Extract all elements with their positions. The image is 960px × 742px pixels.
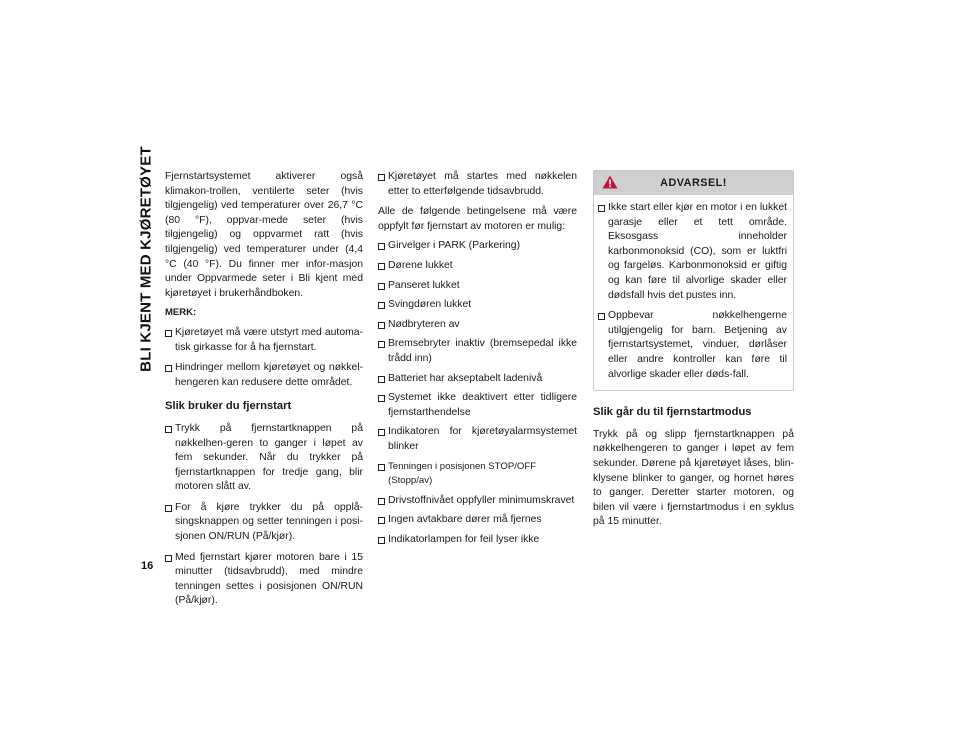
checkbox-bullet-icon xyxy=(378,283,385,290)
warning-triangle-icon xyxy=(602,175,618,189)
column-left xyxy=(165,170,363,615)
checkbox-bullet-icon xyxy=(378,376,385,383)
condition-item: Panseret lukket xyxy=(378,279,577,294)
checkbox-bullet-icon xyxy=(165,555,172,562)
warning-item: Oppbevar nøkkelhengerne utilgjengelig for barn. Betjening av fjernstartsystemet, vinduer, dørlåser eller andre kontroller kan føre til alvorlige skader eller døds-fall. xyxy=(598,309,787,382)
list-item: Kjøretøyet må startes med nøkkelen etter to etterfølgende tidsavbrudd. xyxy=(378,170,577,199)
condition-item: Bremsebryter inaktiv (bremsepedal ikke trådd inn) xyxy=(378,337,577,366)
checkbox-bullet-icon xyxy=(378,341,385,348)
note-label: MERK: xyxy=(165,307,197,319)
note-item: Hindringer mellom kjøretøyet og nøkkel-hengeren kan redusere dette området. xyxy=(165,361,363,390)
condition-item: Batteriet har akseptabelt ladenivå xyxy=(378,372,577,387)
condition-item: Indikatorlampen for feil lyser ikke xyxy=(378,533,577,548)
condition-item: Tenningen i posisjonen STOP/OFF (Stopp/av) xyxy=(378,460,577,489)
checkbox-bullet-icon xyxy=(378,429,385,436)
page-number: 16 xyxy=(141,560,154,572)
checkbox-bullet-icon xyxy=(165,426,172,433)
condition-item: Drivstoffnivået oppfyller minimumskravet xyxy=(378,494,577,509)
checkbox-bullet-icon xyxy=(378,322,385,329)
checkbox-bullet-icon xyxy=(378,174,385,181)
checkbox-bullet-icon xyxy=(378,243,385,250)
warning-item: Ikke start eller kjør en motor i en lukket garasje eller et tett område. Eksosgass inneholder karbonmonoksid (CO), som er luktfri og fargeløs. Karbonmonoksid er giftig og kan føre til alvorlige skader eller dødsfall hvis det pustes inn. xyxy=(598,201,787,303)
checkbox-bullet-icon xyxy=(378,464,385,471)
column-right xyxy=(593,170,794,535)
section-title-text: BLI KJENT MED KJØRETØYET xyxy=(137,146,155,372)
condition-item: Ingen avtakbare dører må fjernes xyxy=(378,513,577,528)
warning-title: ADVARSEL! xyxy=(660,177,727,189)
warning-body xyxy=(594,195,793,390)
warning-box xyxy=(593,170,794,391)
warning-header xyxy=(594,171,793,195)
checkbox-bullet-icon xyxy=(378,517,385,524)
checkbox-bullet-icon xyxy=(378,302,385,309)
section-heading-remote-start-mode: Slik går du til fjernstartmodus xyxy=(593,406,752,419)
condition-item: Svingdøren lukket xyxy=(378,298,577,313)
note-item: Kjøretøyet må være utstyrt med automa-tisk girkasse for å ha fjernstart. xyxy=(165,326,363,355)
checkbox-bullet-icon xyxy=(165,505,172,512)
checkbox-bullet-icon xyxy=(378,263,385,270)
section-side-title xyxy=(134,146,158,372)
checkbox-bullet-icon xyxy=(165,330,172,337)
condition-item: Systemet ikke deaktivert etter tidligere fjernstarthendelse xyxy=(378,391,577,420)
checkbox-bullet-icon xyxy=(378,395,385,402)
checkbox-bullet-icon xyxy=(598,205,605,212)
condition-item: Girvelger i PARK (Parkering) xyxy=(378,239,577,254)
use-item: For å kjøre trykker du på opplå-singsknappen og setter tenningen i posi-sjonen ON/RUN (På/kjør). xyxy=(165,501,363,545)
condition-item: Nødbryteren av xyxy=(378,318,577,333)
conditions-intro: Alle de følgende betingelsene må være oppfylt før fjernstart av motoren er mulig: xyxy=(378,206,577,232)
intro-paragraph: Fjernstartsystemet aktiverer også klimakon-trollen, ventilerte seter (hvis tilgjengelig) ved temperaturer over 26,7 °C (80 °F), oppvar-mede seter (hvis tilgjengelig) og oppvarmet ratt (hvis tilgjengelig) ved temperaturer under (4,4 °C (40 °F). Du finner mer infor-masjon under Oppvarmede seter i Bli kjent med kjøretøyet i brukerhåndboken. xyxy=(165,171,363,299)
use-item: Trykk på fjernstartknappen på nøkkelhen-geren to ganger i løpet av fem sekunder. Når du trykker på fjernstartknappen for tredje gang, blir motoren slått av. xyxy=(165,422,363,495)
checkbox-bullet-icon xyxy=(165,365,172,372)
checkbox-bullet-icon xyxy=(378,537,385,544)
checkbox-bullet-icon xyxy=(598,313,605,320)
checkbox-bullet-icon xyxy=(378,498,385,505)
condition-item: Indikatoren for kjøretøyalarmsystemet blinker xyxy=(378,425,577,454)
remote-start-mode-paragraph: Trykk på og slipp fjernstartknappen på nøkkelhengeren to ganger i løpet av fem sekunder. Dørene på kjøretøyet låses, blin-klysene blinker to ganger, og hornet høres to ganger. Deretter starter motoren, og bilen vil være i fjernstartmodus i en syklus på 15 minutter. xyxy=(593,428,794,528)
use-item: Med fjernstart kjører motoren bare i 15 minutter (tidsavbrudd), med mindre tenningen settes i posisjonen ON/RUN (På/kjør). xyxy=(165,551,363,609)
column-middle xyxy=(378,170,577,552)
section-heading-use-remote-start: Slik bruker du fjernstart xyxy=(165,400,292,413)
condition-item: Dørene lukket xyxy=(378,259,577,274)
